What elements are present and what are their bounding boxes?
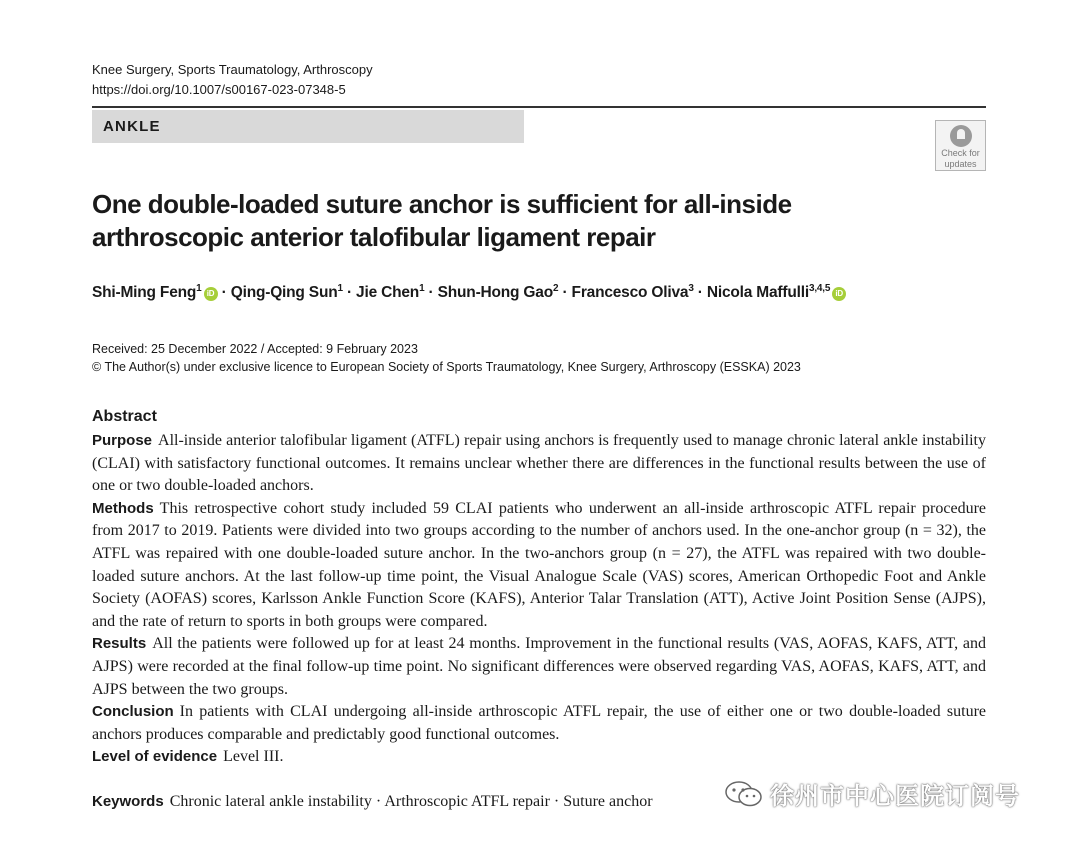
purpose-text: All-inside anterior talofibular ligament (ATFL) repair using anchors is frequently used to manage chronic lateral ankle instability (CLAI) with satisfactory functional outcomes. It remains unclear whether there are differences in the functional results between the use of one or two double-loaded anchors. bbox=[92, 432, 986, 495]
methods-text: This retrospective cohort study included 59 CLAI patients who underwent an all-inside arthroscopic ATFL repair procedure from 2017 to 2019. Patients were divided into two groups according to the number of anchors used. In the one-anchor group (n = 32), the ATFL was repaired with one double-loaded suture anchor. In the two-anchors group (n = 27), the ATFL was repaired with two double-loaded suture anchors. At the last follow-up time point, the Visual Analogue Scale (VAS) scores, American Orthopedic Foot and Ankle Society (AOFAS) scores, Karlsson Ankle Function Score (KAFS), Anterior Talar Translation (ATT), Active Joint Position Sense (AJPS), and the rate of return to sports in both groups were compared. bbox=[92, 499, 986, 630]
conclusion-label: Conclusion bbox=[92, 703, 174, 721]
author-separator: · bbox=[342, 284, 357, 302]
keywords-text: Chronic lateral ankle instability · Arthroscopic ATFL repair · Suture anchor bbox=[169, 793, 653, 810]
abstract-conclusion bbox=[92, 701, 986, 746]
author-affiliation: 3,4,5 bbox=[808, 283, 831, 294]
level-label: Level of evidence bbox=[92, 748, 218, 766]
journal-name: Knee Surgery, Sports Traumatology, Arthroscopy bbox=[92, 62, 373, 77]
author-affiliation: 1 bbox=[419, 283, 425, 294]
watermark-text: 徐州市中心医院订阅号 bbox=[770, 783, 1020, 810]
author-separator: · bbox=[424, 284, 438, 302]
author-separator: · bbox=[217, 284, 231, 302]
author-affiliation: 2 bbox=[552, 283, 559, 294]
orcid-icon[interactable]: iD bbox=[832, 287, 846, 301]
watermark bbox=[724, 776, 1020, 816]
keywords-line bbox=[92, 793, 653, 811]
copyright-line: © The Author(s) under exclusive licence to European Society of Sports Traumatology, Knee Surgery, Arthroscopy (ESSKA) 2023 bbox=[92, 360, 801, 374]
bookmark-icon bbox=[950, 125, 972, 147]
author-name[interactable]: Jie Chen bbox=[356, 284, 420, 302]
dates-block bbox=[92, 340, 801, 376]
abstract-methods bbox=[92, 498, 986, 634]
author-affiliation: 1 bbox=[337, 283, 343, 294]
check-for-updates-button[interactable] bbox=[935, 120, 986, 171]
abstract-heading: Abstract bbox=[92, 408, 157, 425]
author-name[interactable]: Nicola Maffulli bbox=[706, 284, 809, 302]
purpose-label: Purpose bbox=[92, 432, 153, 449]
keywords-label: Keywords bbox=[92, 793, 164, 810]
orcid-icon[interactable]: iD bbox=[204, 287, 218, 301]
results-label: Results bbox=[92, 635, 147, 653]
abstract-purpose bbox=[92, 430, 986, 498]
results-text: All the patients were followed up for at least 24 months. Improvement in the functional results (VAS, AOFAS, KAFS, ATT, and AJPS) were recorded at the final follow-up time point. No significant differences were observed regarding VAS, AOFAS, KAFS, ATT, and AJPS between the two groups. bbox=[92, 635, 986, 698]
author-affiliation: 3 bbox=[688, 283, 694, 294]
header-rule bbox=[92, 106, 986, 108]
received-accepted: Received: 25 December 2022 / Accepted: 9 February 2023 bbox=[92, 342, 418, 356]
author-separator: · bbox=[558, 284, 572, 302]
wechat-icon bbox=[724, 779, 764, 816]
author-name[interactable]: Francesco Oliva bbox=[571, 284, 689, 302]
check-updates-line1: Check for bbox=[941, 148, 980, 158]
author-affiliation: 1 bbox=[196, 283, 202, 294]
author-name[interactable]: Shun-Hong Gao bbox=[437, 284, 553, 302]
check-updates-line2: updates bbox=[944, 159, 977, 169]
section-label: ANKLE bbox=[103, 118, 161, 135]
methods-label: Methods bbox=[92, 499, 154, 517]
abstract-body bbox=[92, 430, 986, 769]
abstract-level bbox=[92, 746, 986, 769]
author-separator: · bbox=[693, 284, 707, 302]
author-list bbox=[92, 283, 846, 302]
journal-doi-link[interactable]: https://doi.org/10.1007/s00167-023-07348-5 bbox=[92, 82, 346, 97]
level-text: Level III. bbox=[223, 748, 284, 766]
author-name[interactable]: Shi-Ming Feng bbox=[92, 284, 197, 302]
conclusion-text: In patients with CLAI undergoing all-inside arthroscopic ATFL repair, the use of either one or two double-loaded suture anchors produces comparable and predictably good functional outcomes. bbox=[92, 703, 986, 743]
article-title: One double-loaded suture anchor is sufficient for all-inside arthroscopic anterior talofibular ligament repair bbox=[92, 189, 792, 252]
journal-header bbox=[92, 60, 373, 100]
abstract-results bbox=[92, 633, 986, 701]
author-name[interactable]: Qing-Qing Sun bbox=[230, 284, 338, 302]
